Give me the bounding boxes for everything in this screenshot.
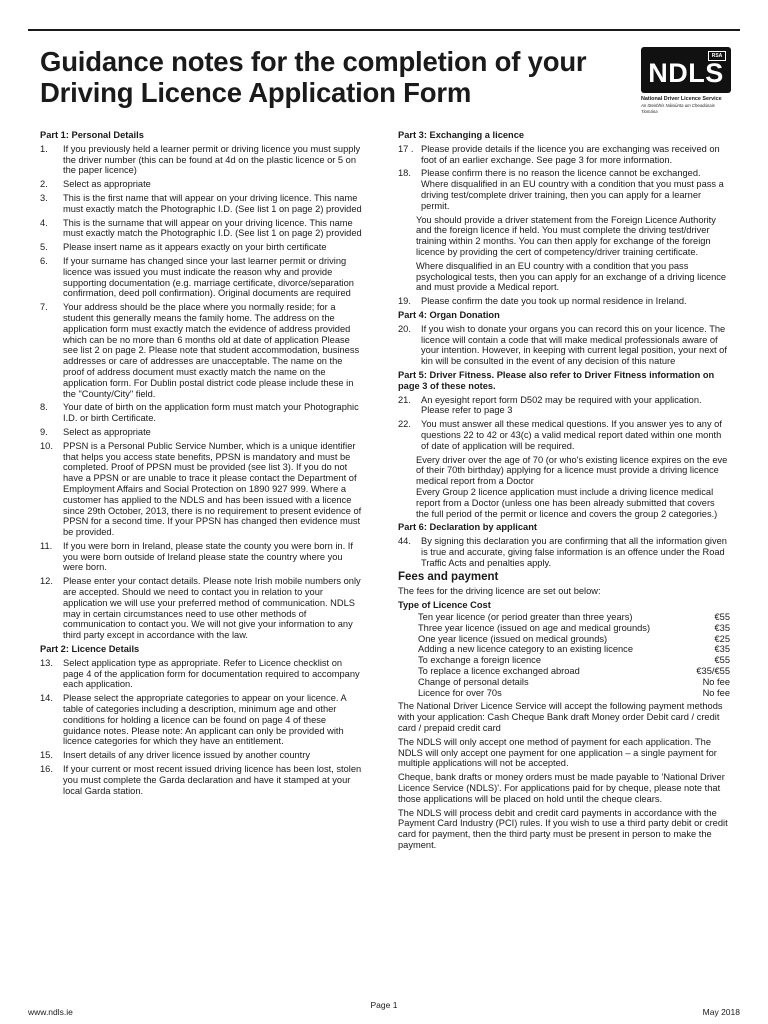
list-item: 21. An eyesight report form D502 may be required with your application. Please refer to page 3 <box>398 394 702 416</box>
fees-heading: Fees and payment <box>398 571 499 584</box>
list-item: 4. This is the surname that will appear on your driving licence. This name must exactly match the Photographic I.D. (See list 1 on page 2) provided <box>40 217 362 239</box>
list-item: 19. Please confirm the date you took up normal residence in Ireland. <box>398 296 687 307</box>
part1-list <box>40 144 365 641</box>
list-item: 9. Select as appropriate <box>40 426 151 437</box>
list-item: 13. Select application type as appropriate. Refer to Licence checklist on page 4 of the application form for documentation required to accompany each application. <box>40 657 360 690</box>
fee-row: To exchange a foreign licence €55 <box>418 655 730 666</box>
fee-row: Adding a new licence category to an existing licence €35 <box>418 644 730 655</box>
logo-irish: An tSeirbhís Náisiúnta um Cheadúnais Tiomána <box>641 103 715 114</box>
right-column <box>398 130 730 854</box>
title-line-1: Guidance notes for the completion of your <box>40 46 587 77</box>
fee-row: One year licence (issued on medical grounds) €25 <box>418 633 730 644</box>
list-item: 12. Please enter your contact details. Please note Irish mobile numbers only are accepted. Should we need to contact you in relation to your application we will use your preferred method of communication. NDLS may in certain circumstances need to use other methods of communication to contact you. We will not give your information to any third party except in accordance with the law. <box>40 576 361 641</box>
header-rule <box>28 29 740 31</box>
list-item: 7. Your address should be the place where you normally reside; for a student this generally means the family home. The address on the application form must exactly match the evidence of address provided which can be no more than 6 months old at date of application Please see list 2 on page 2. Please note that student accommodation, business addresses or care of addresses are unacceptable. The name on the proof of address document must exactly match the name on the application form. For Dublin postal district code please include these in the "County/City" field. <box>40 302 360 399</box>
paragraph: The NDLS will process debit and credit card payments in accordance with the Payment Card Industry (PCI) rules. If you wish to use a third party debit or credit card for payment, then the third party must be present in person to make the payment. <box>398 807 728 851</box>
paragraph: The National Driver Licence Service will accept the following payment methods with your application: Cash Cheque Bank draft Money order Debit card / credit card / prepaid credit card <box>398 701 723 734</box>
fees-intro: The fees for the driving licence are set out below: <box>398 586 601 597</box>
fee-row: To replace a licence exchanged abroad €35/€55 <box>418 666 730 677</box>
fees-table <box>398 612 730 698</box>
list-item: 2. Select as appropriate <box>40 179 151 190</box>
list-item: 15. Insert details of any driver licence issued by another country <box>40 750 311 761</box>
list-item: 44. By signing this declaration you are confirming that all the information given is true and accurate, giving false information is an offence under the Road Traffic Acts and penalties apply. <box>398 536 727 568</box>
paragraph: Every Group 2 licence application must include a driving licence medical report from a Doctor (unless one has been already submitted that covers the full period of the permit or licence and covers the group 2 categories.) <box>416 486 718 519</box>
rsa-mark: RSA <box>708 51 726 61</box>
list-item: 5. Please insert name as it appears exactly on your birth certificate <box>40 242 327 253</box>
list-item: 17 . Please provide details if the licence you are exchanging was received on foot of an earlier exchange. See page 3 for more information. <box>398 143 720 165</box>
logo-text: NDLS <box>648 58 724 88</box>
part5-heading: Part 5: Driver Fitness. Please also refer to Driver Fitness information on page 3 of these notes. <box>398 369 715 391</box>
part6-heading: Part 6: Declaration by applicant <box>398 522 537 533</box>
logo-name: National Driver Licence Service <box>641 96 722 102</box>
list-item: 14. Please select the appropriate categories to appear on your licence. A table of categories including a description, minimum age and other conditions for holding a licence can be found on page 4 of these guidance notes. Please note: An applicant can only be provided with licence categories for which they have an entitlement. <box>40 693 347 747</box>
list-item: 10. PPSN is a Personal Public Service Number, which is a unique identifier that helps you access state benefits, PPSN is mandatory and must be completed. Proof of PPSN must be provided (see list 3). If you do not have a PPSN or are unable to trace it please contact the Department of Employment Affairs and Social Protection on 1890 927 999. Where a customer has applied to the NDLS and has been issued with a licence since 29th October, 2013, there is no requirement to present evidence of PPSN for a second time. If your PPSN has changed then evidence must be provided. <box>40 440 362 538</box>
paragraph: Where disqualified in an EU country with a condition that you pass psychological tests, then you can apply for an exchange of a driving licence and must provide a Medical report. <box>416 260 727 293</box>
list-item: 3. This is the first name that will appear on your driving licence. This name must exactly match the Photographic I.D. (See list 1 on page 2) provided <box>40 192 362 214</box>
list-item: 22. You must answer all these medical questions. If you answer yes to any of questions 22 to 42 or 43(c) a valid medical report dated within one month of date of application will be required. <box>398 419 722 451</box>
list-item: 11. If you were born in Ireland, please state the county you were born in. If you were born outside of Ireland please state the country where you were born. <box>40 540 353 573</box>
fees-table-heading: Type of Licence Cost <box>398 600 491 611</box>
paragraph: Every driver over the age of 70 (or who's existing licence expires on the eve of their 70th birthday) applying for a licence must provide a driving licence medical report from a Doctor <box>416 454 728 487</box>
footer-website: www.ndls.ie <box>28 1007 73 1017</box>
list-item: 6. If your surname has changed since your last learner permit or driving licence was issued you must indicate the reason why and provide supporting documentation (e.g. marriage certificate, divorce/separation confirmation, deed poll confirmation). Original documents are required <box>40 255 354 299</box>
list-item: 16. If your current or most recent issued driving licence has been lost, stolen you must complete the Garda declaration and have it stamped at your local Garda station. <box>40 764 362 796</box>
title-line-2: Driving Licence Application Form <box>40 77 472 108</box>
paragraph: You should provide a driver statement from the Foreign Licence Authority and the foreign licence if held. You must complete the driving test/driver training within 2 months. You can then apply for exchange of the foreign licence by providing the cert of competency/driver training certificate. <box>416 214 716 257</box>
fee-row: Three year licence (issued on age and medical grounds) €35 <box>418 622 730 633</box>
part2-list <box>40 658 365 797</box>
list-item: 18. Please confirm there is no reason the licence cannot be exchanged. Where disqualified in an EU country with a condition that you must pass a driving test/complete driver training, then you can apply for a learner permit. <box>398 168 724 211</box>
part1-heading: Part 1: Personal Details <box>40 130 144 140</box>
left-column <box>40 130 365 799</box>
part2-heading: Part 2: Licence Details <box>40 644 140 655</box>
list-item: 1. If you previously held a learner permit or driving licence you must supply the driver number (this can be found at 4d on the plastic licence or 5 on the paper licence) <box>40 143 361 176</box>
paragraph: The NDLS will only accept one method of payment for each application. The NDLS will only accept one payment for one application – a single payment for multiple applications will not be accepted. <box>398 736 717 769</box>
part4-heading: Part 4: Organ Donation <box>398 309 500 320</box>
footer-page-number: Page 1 <box>370 1000 398 1010</box>
part3-heading: Part 3: Exchanging a licence <box>398 130 525 140</box>
logo-badge <box>641 47 731 93</box>
fee-row: Licence for over 70s No fee <box>418 687 730 698</box>
list-item: 8. Your date of birth on the application form must match your Photographic I.D. or birth Certificate. <box>40 402 359 424</box>
fee-row: Ten year licence (or period greater than three years) €55 <box>418 612 730 623</box>
footer-date: May 2018 <box>702 1007 740 1017</box>
list-item: 20. If you wish to donate your organs you can record this on your licence. The licence will contain a code that will make medical professionals aware of your intention. However, in keeping with current legal position, your next of kin will be consulted in the event of any decision of this nature <box>398 323 727 367</box>
ndls-logo <box>641 47 731 115</box>
paragraph: Cheque, bank drafts or money orders must be made payable to 'National Driver Licence Service (NDLS)'. For applications paid for by cheque, please note that those applications will be placed on hold until the cheque clears. <box>398 772 725 804</box>
page-title <box>40 46 640 108</box>
fee-row: Change of personal details No fee <box>418 676 730 687</box>
